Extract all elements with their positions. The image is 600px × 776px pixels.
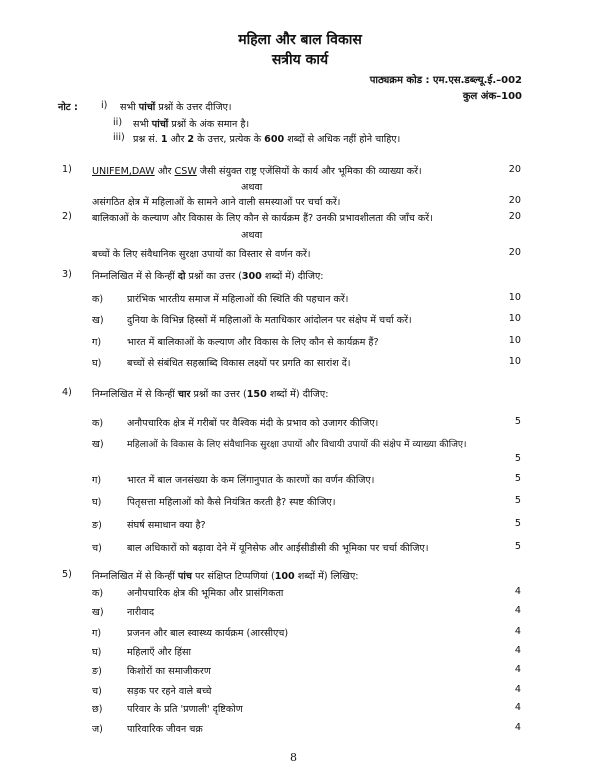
sub-question-text: प्रारंभिक भारतीय समाज में महिलाओं की स्थिति की पहचान करें। [127,294,349,305]
question-number: 2) [62,211,72,222]
sub-question-label: ङ) [92,520,102,531]
sub-question-marks: 10 [508,335,521,346]
sub-question-label: घ) [92,358,102,369]
sub-question-marks: 5 [514,453,521,464]
sub-question-label: ख) [92,315,104,326]
note-item: सभी पांचों प्रश्नों के अंक समान है। [133,119,250,130]
sub-question-label: च) [92,543,102,554]
sub-question-label: ग) [92,337,102,348]
question-number: 4) [62,387,72,398]
sub-question-text: दुनिया के विभिन्न हिस्सों में महिलाओं के मताधिकार आंदोलन पर संक्षेप में चर्चा करें। [127,315,412,326]
sub-question-text: पारिवारिक जीवन चक्र [127,724,203,735]
sub-question-text: अनौपचारिक क्षेत्र में गरीबों पर वैश्विक मंदी के प्रभाव को उजागर कीजिए। [127,418,379,429]
sub-question-text: किशोरों का समाजीकरण [127,666,211,677]
question-marks: 20 [508,195,521,206]
sub-question-marks: 10 [508,356,521,367]
sub-question-label: ग) [92,628,102,639]
sub-question-marks: 10 [508,292,521,303]
question-text: बच्चों के लिए संवैधानिक सुरक्षा उपायों का विस्तार से वर्णन करें। [92,249,311,260]
sub-question-marks: 5 [514,518,521,529]
sub-question-label: घ) [92,647,102,658]
sub-question-label: क) [92,588,104,599]
sub-question-label: च) [92,686,102,697]
question-number: 1) [62,164,72,175]
sub-question-label: घ) [92,497,102,508]
question-number: 3) [62,269,72,280]
question-text: बालिकाओं के कल्याण और विकास के लिए कौन से कार्यक्रम हैं? उनकी प्रभावशीलता की जाँच करें। [92,213,433,224]
sub-question-marks: 5 [514,473,521,484]
sub-question-label: क) [92,418,104,429]
sub-question-text: अनौपचारिक क्षेत्र की भूमिका और प्रासंगिकता [127,588,284,599]
sub-question-text: परिवार के प्रति 'प्रणाली' दृष्टिकोण [127,704,243,715]
sub-question-marks: 4 [514,684,521,695]
sub-question-text: भारत में बाल जनसंख्या के कम लिंगानुपात के कारणों का वर्णन कीजिए। [127,475,375,486]
sub-question-text: संघर्ष समाधान क्या है? [127,520,206,531]
question-marks: 20 [508,164,521,175]
or-label: अथवा [241,230,263,241]
note-item-num: ii) [113,117,123,128]
question-intro: निम्नलिखित में से किन्हीं दो प्रश्नों का उत्तर (300 शब्दों में) दीजिए: [92,271,324,282]
sub-question-marks: 4 [514,722,521,733]
sub-question-text: महिलाएँ और हिंसा [127,647,191,658]
sub-question-text: नारीवाद [127,607,155,618]
sub-question-text: बाल अधिकारों को बढ़ावा देने में यूनिसेफ और आईसीडीसी की भूमिका पर चर्चा कीजिए। [127,543,429,554]
sub-question-text: भारत में बालिकाओं के कल्याण और विकास के लिए कौन से कार्यक्रम हैं? [127,337,379,348]
question-intro: निम्नलिखित में से किन्हीं पांच पर संक्षिप्त टिप्पणियां (100 शब्दों में) लिखिए: [92,571,359,582]
note-item-num: i) [101,100,108,111]
total-marks: कुल अंक–100 [462,91,522,102]
question-intro: निम्नलिखित में से किन्हीं चार प्रश्नों का उत्तर (150 शब्दों में) दीजिए: [92,389,329,400]
sub-question-marks: 4 [514,645,521,656]
sub-question-marks: 4 [514,586,521,597]
sub-question-label: क) [92,294,104,305]
page-subtitle: सत्रीय कार्य [271,52,329,68]
sub-question-marks: 5 [514,495,521,506]
page-title: महिला और बाल विकास [238,32,362,48]
sub-question-marks: 5 [514,416,521,427]
sub-question-text: महिलाओं के विकास के लिए संवैधानिक सुरक्षा उपायों और विधायी उपायों की संक्षेप में व्याख्या कीजिए। [127,439,467,450]
note-item-num: iii) [113,132,125,143]
sub-question-marks: 4 [514,664,521,675]
sub-question-text: प्रजनन और बाल स्वास्थ्य कार्यक्रम (आरसीएच) [127,628,289,639]
sub-question-text: बच्चों से संबंधित सहस्राब्दि विकास लक्ष्यों पर प्रगति का सारांश दें। [127,358,351,369]
sub-question-text: सड़क पर रहने वाले बच्चे [127,686,212,697]
note-item: प्रश्न सं. 1 और 2 के उत्तर, प्रत्येक के 600 शब्दों से अधिक नहीं होने चाहिए। [133,134,401,145]
sub-question-text: पितृसत्ता महिलाओं को कैसे नियंत्रित करती है? स्पष्ट कीजिए। [127,497,336,508]
course-code: पाठ्यक्रम कोड : एम.एस.डब्ल्यू.ई.–002 [369,75,522,86]
question-text: UNIFEM,DAW और CSW जैसी संयुक्त राष्ट्र एजेंसियों के कार्य और भूमिका की व्याख्या करें। [92,166,422,177]
sub-question-label: ख) [92,439,104,450]
sub-question-marks: 4 [514,702,521,713]
sub-question-marks: 5 [514,541,521,552]
sub-question-marks: 10 [508,313,521,324]
or-label: अथवा [241,182,263,193]
question-marks: 20 [508,247,521,258]
sub-question-label: ग) [92,475,102,486]
note-label: नोट : [58,102,78,113]
page-number: 8 [290,751,297,764]
sub-question-label: ख) [92,607,104,618]
question-marks: 20 [508,211,521,222]
sub-question-label: ज) [92,724,103,735]
note-item: सभी पांचों प्रश्नों के उत्तर दीजिए। [120,102,232,113]
sub-question-marks: 4 [514,605,521,616]
question-number: 5) [62,569,72,580]
sub-question-marks: 4 [514,626,521,637]
question-text: असंगठित क्षेत्र में महिलाओं के सामने आने वाली समस्याओं पर चर्चा करें। [92,197,341,208]
sub-question-label: ङ) [92,666,102,677]
sub-question-label: छ) [92,704,103,715]
